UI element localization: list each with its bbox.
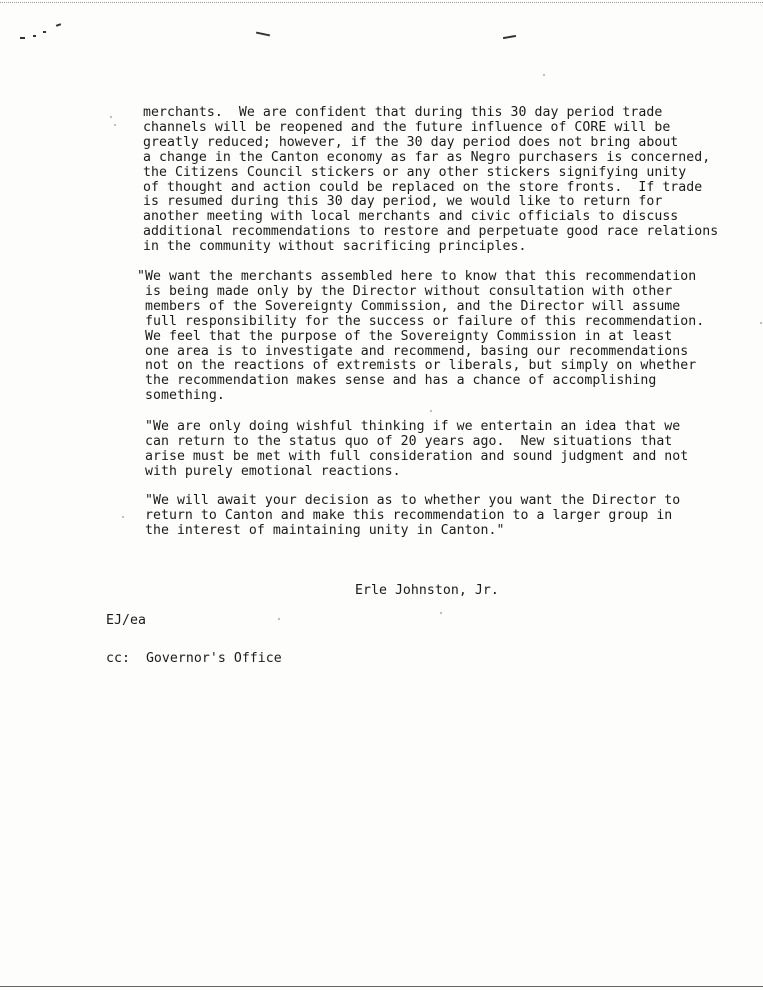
signature-name: Erle Johnston, Jr. (355, 583, 499, 598)
typist-initials: EJ/ea (106, 613, 146, 628)
letter-paragraph: "We are only doing wishful thinking if we entertain an idea that we can return to the status quo of 20 years ago. New situations that arise must be met with full consideration and sound judgment and not with purely emotional reactions. (144, 419, 689, 479)
bottom-edge-rule (0, 986, 763, 987)
letter-paragraph: "We want the merchants assembled here to know that this recommendation is being made only by the Director without consultation with other members of the Sovereignty Commission, and the Director will assume full responsibility for the success or failure of this recommendation. We feel that the purpose of the Sovereignty Commission in at least one area is to investigate and recommend, basing our recommendations not on the reactions of extremists or liberals, but simply on whether the recommendation makes sense and has a chance of accomplishing something. (137, 269, 705, 404)
scan-speck (760, 322, 762, 324)
scan-mark (256, 32, 270, 37)
scan-speck (110, 116, 112, 118)
scan-mark (33, 35, 36, 37)
letter-paragraph: "We will await your decision as to whether you want the Director to return to Canton and make this recommendation to a larger group in the interest of maintaining unity in Canton." (144, 493, 681, 538)
scan-mark (503, 35, 516, 39)
scan-speck (440, 612, 442, 614)
scan-speck (122, 516, 124, 518)
scan-mark (43, 31, 46, 33)
scan-speck (278, 618, 280, 620)
scan-speck (543, 74, 545, 76)
top-edge-rule (0, 2, 763, 3)
letter-paragraph: merchants. We are confident that during this 30 day period trade channels will be reopened and the future influence of CORE will be greatly reduced; however, if the 30 day period does not bring about a change in the Canton economy as far as Negro purchasers is concerned, the Citizens Council stickers or any other stickers signifying unity of thought and action could be replaced on the store fronts. If trade is resumed during this 30 day period, we would like to return for another meeting with local merchants and civic officials to discuss additional recommendations to restore and perpetuate good race relations in the community without sacrificing principles. (143, 105, 719, 255)
scan-speck (114, 124, 116, 126)
scan-mark (20, 37, 25, 39)
cc-line: cc: Governor's Office (106, 651, 282, 666)
scan-speck (430, 410, 432, 412)
scan-mark (56, 23, 61, 27)
